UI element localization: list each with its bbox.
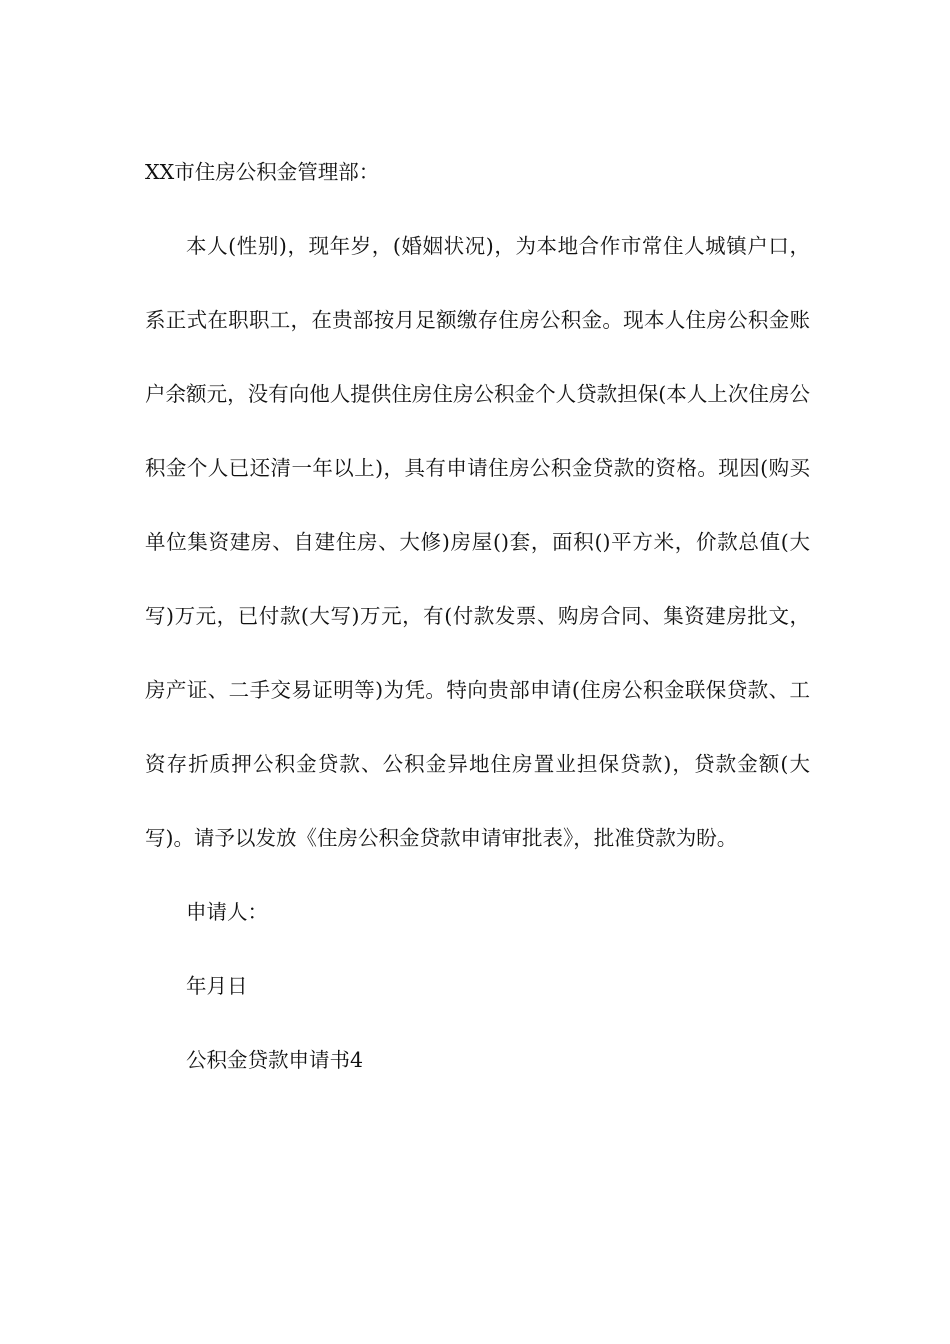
date-label: 年月日 — [186, 974, 248, 998]
applicant-label: 申请人： — [186, 900, 268, 924]
next-section-heading: 公积金贷款申请书4 — [186, 1048, 364, 1072]
letter-body — [145, 152, 810, 1114]
salutation: XX市住房公积金管理部： — [145, 160, 380, 184]
body-paragraph: 本人(性别)，现年岁，(婚姻状况)，为本地合作市常住人城镇户口，系正式在职职工，在贵部按月足额缴存住房公积金。现本人住房公积金账户余额元，没有向他人提供住房住房公积金个人贷款担保(本人上次住房公积金个人已还清一年以上)，具有申请住房公积金贷款的资格。现因(购买单位集资建房、自建住房、大修)房屋()套，面积()平方米，价款总值(大写)万元，已付款(大写)万元，有(付款发票、购房合同、集资建房批文，房产证、二手交易证明等)为凭。特向贵部申请(住房公积金联保贷款、工资存折质押公积金贷款、公积金异地住房置业担保贷款)，贷款金额(大写)。请予以发放《住房公积金贷款申请审批表》，批准贷款为盼。 — [145, 234, 810, 850]
